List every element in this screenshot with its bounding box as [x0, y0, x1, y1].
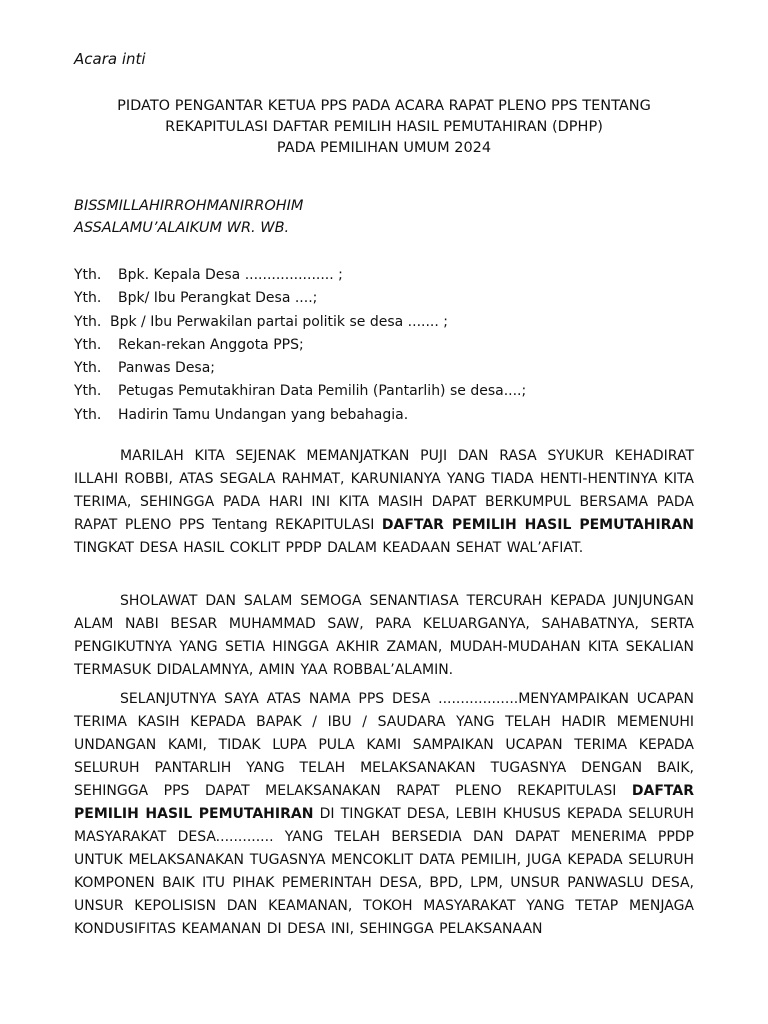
greeting [74, 195, 303, 239]
paragraph-text: SELANJUTNYA SAYA ATAS NAMA PPS DESA ..................MENYAMPAIKAN UCAPAN TERIMA KASIH KEPADA BAPAK / IBU / SAUDARA YANG TELAH HADIR MEMENUHI UNDANGAN KAMI, TIDAK LUPA PULA KAMI SAMPAIKAN UCAPAN TERIMA KEPADA SELURUH PANTARLIH YANG TELAH MELAKSANAKAN TUGASNYA DENGAN BAIK, SEHINGGA PPS DAPAT MELAKSANAKAN RAPAT PLENO REKAPITULASI [74, 691, 694, 799]
paragraph-text: DI TINGKAT DESA, LEBIH KHUSUS KEPADA SELURUH MASYARAKAT DESA............. YANG TELAH BERSEDIA DAN DAPAT MENERIMA PPDP UNTUK MELAKSANAKAN TUGASNYA MENCOKLIT DATA PEMILIH, JUGA KEPADA SELURUH KOMPONEN BAIK ITU PIHAK PEMERINTAH DESA, BPD, LPM, UNSUR PANWASLU DESA, UNSUR KEPOLISISN DAN KEAMANAN, TOKOH MASYARAKAT YANG TETAP MENJAGA KONDUSIFITAS KEAMANAN DI DESA INI, SEHINGGA PELAKSANAAN [74, 806, 694, 937]
bold-phrase: DAFTAR PEMILIH HASIL PEMUTAHIRAN [74, 783, 694, 822]
recipient-text: Bpk. Kepala Desa .................... ; [118, 267, 343, 283]
recipient-prefix: Yth. [74, 406, 102, 423]
paragraph-text: SHOLAWAT DAN SALAM SEMOGA SENANTIASA TERCURAH KEPADA JUNJUNGAN ALAM NABI BESAR MUHAMMAD SAW, PARA KELUARGANYA, SAHABATNYA, SERTA PENGIKUTNYA YANG SETIA HINGGA AKHIR ZAMAN, MUDAH-MUDAHAN KITA SEKALIAN TERMASUK DIDALAMNYA, AMIN YAA ROBBAL’ALAMIN. [74, 593, 694, 678]
recipient-text: Bpk/ Ibu Perangkat Desa ....; [118, 290, 318, 307]
paragraph-text: MARILAH KITA SEJENAK MEMANJATKAN PUJI DAN RASA SYUKUR KEHADIRAT ILLAHI ROBBI, ATAS SEGALA RAHMAT, KARUNIANYA YANG TIADA HENTI-HENTINYA KITA TERIMA, SEHINGGA PADA HARI INI KITA MASIH DAPAT BERKUMPUL BERSAMA PADA RAPAT PLENO PPS Tentang REKAPITULASI [74, 448, 694, 533]
recipient-list [74, 264, 714, 427]
recipient-item [74, 380, 714, 403]
paragraph-sholawat [74, 590, 694, 682]
greeting-line-2: ASSALAMU’ALAIKUM WR. WB. [74, 220, 290, 236]
section-label: Acara inti [74, 50, 146, 68]
recipient-prefix: Yth. [74, 336, 102, 353]
recipient-text: Bpk / Ibu Perwakilan partai politik se desa ....... ; [110, 313, 448, 330]
recipient-text: Petugas Pemutakhiran Data Pemilih (Pantarlih) se desa....; [118, 383, 527, 400]
recipient-item [74, 357, 714, 380]
recipient-prefix: Yth. [74, 267, 102, 283]
paragraph-text: TINGKAT DESA HASIL COKLIT PPDP DALAM KEADAAN SEHAT WAL’AFIAT. [74, 540, 584, 556]
recipient-item [74, 264, 714, 287]
recipient-prefix: Yth. [74, 313, 102, 330]
recipient-item [74, 311, 714, 334]
bold-phrase: DAFTAR PEMILIH HASIL PEMUTAHIRAN [381, 517, 694, 533]
recipient-prefix: Yth. [74, 290, 102, 307]
title-line-3: PADA PEMILIHAN UMUM 2024 [276, 140, 492, 156]
recipient-text: Hadirin Tamu Undangan yang bebahagia. [118, 406, 409, 423]
paragraph-opening [74, 445, 694, 560]
recipient-item [74, 404, 714, 427]
recipient-prefix: Yth. [74, 360, 102, 377]
recipient-item [74, 334, 714, 357]
recipient-prefix: Yth. [74, 383, 102, 400]
recipient-item [74, 287, 714, 310]
paragraph-thanks [74, 688, 694, 941]
title-line-1: PIDATO PENGANTAR KETUA PPS PADA ACARA RAPAT PLENO PPS TENTANG [117, 98, 651, 114]
greeting-line-1: BISSMILLAHIRROHMANIRROHIM [74, 198, 304, 214]
recipient-text: Panwas Desa; [118, 360, 216, 377]
recipient-text: Rekan-rekan Anggota PPS; [118, 336, 304, 353]
title-line-2: REKAPITULASI DAFTAR PEMILIH HASIL PEMUTAHIRAN (DPHP) [165, 119, 603, 135]
document-title [60, 96, 708, 159]
